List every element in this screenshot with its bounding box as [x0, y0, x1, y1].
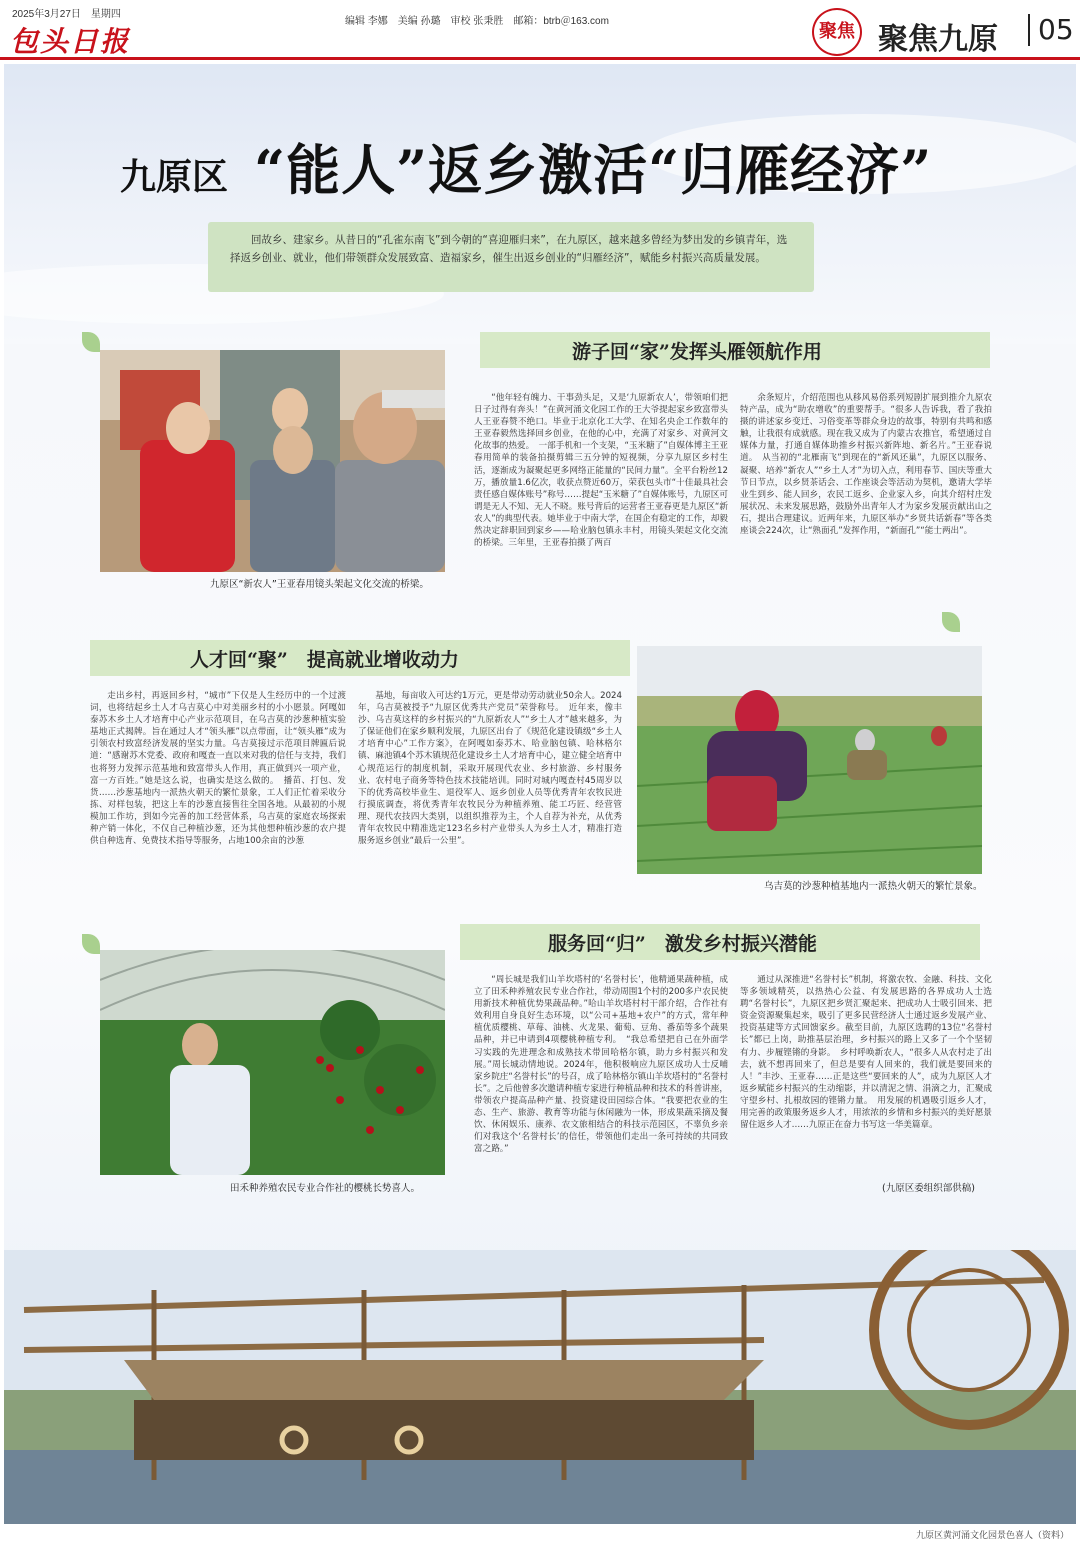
section-2-column-2: 基地，每亩收入可达约1万元，更是带动劳动就业50余人。2024年，乌吉莫被授予“九原区优秀共产党员”荣誉称号。 近年来，像丰沙、乌吉莫这样的乡村振兴的“九原新农人”“乡土人才”越来越多，为了保证他们在家乡顺利发展，九原区出台了《规范化建设镇级“乡土人才培育中心”工作方案》，在阿嘎如泰苏木、哈业脑包镇、哈林格尔镇、麻池镇4个苏木镇规范化建设乡土人才培育中心，建立健全培育中心规范运行的制度机制，采取开展现代农业、乡村旅游、乡村服务业、农村电子商务等特色技术技能培训。同时对城内嘎查村45周岁以下的优秀高校毕业生、退役军人、返乡创业人员等优秀青年农牧民进行摸底调查，将优秀青年农牧民分为种植养殖、能工巧匠、经营管理、现代农技四大类别，以组织推荐为主，个人自荐为补充，从优秀青年农牧民中精准选定123名乡村产业带头人为乡土人才，精准打造服务返乡创业“最后一公里”。	[358, 691, 622, 847]
section-2-title: 人才回“聚” 提高就业增收动力	[190, 648, 459, 671]
headline-area: 九原区	[120, 156, 229, 198]
section-1-title: 游子回“家”发挥头雁领航作用	[572, 340, 822, 363]
section-3-title: 服务回“归” 激发乡村振兴潜能	[548, 932, 817, 955]
photo-2-caption: 乌吉莫的沙葱种植基地内一派热火朝天的繁忙景象。	[764, 881, 983, 892]
photo-scallion-field	[637, 646, 982, 874]
masthead	[0, 0, 1080, 60]
section-2-column-1: 走出乡村，再返回乡村，“城市”下仅是人生经历中的一个过渡词，也将结起乡土人才乌吉莫心中对美丽乡村的小小愿景。阿嘎如泰苏木乡土人才培育中心产业示范项目，在乌吉莫的沙葱种植实验基地正式揭牌。旨在通过人才“领头雁”以点带面，让“领头雁”成为引领农村致富经济发展的坚实力量。乌吉莫接过示范项目牌匾后说道：“感谢苏木党委、政府和嘎查一直以来对我的信任与支持，我们也将努力发挥示范基地和致富带头人作用，真正做到兴一项产业，富一方百姓。”她是这么说，也确实是这么做的。 播苗、打包、发货……沙葱基地内一派热火朝天的繁忙景象，工人们正忙着采收分拣、对样包装，把这上车的沙葱直接售往全国各地。从最初的小规模加工作坊，到如今完善的加工经营体系，乌吉莫的家庭农场探索种产销一体化，不仅自己种植沙葱，还为其他想种植沙葱的农户提供自种选育、免费技术指导等服务，占地100余亩的沙葱	[90, 691, 346, 847]
editor-credits: 编辑 李娜 美编 孙璐 审校 张秉胜 邮箱：btrb＠163.com	[345, 16, 609, 27]
section-1-column-2: 余条短片，介绍范围也从移风易俗系列短剧扩展到推介九原农特产品，成为“助农增收”的重要帮手。“很多人告诉我，看了我拍摄的讲述家乡变迁、习俗变革等群众身边的故事，特别有共鸣和感触，让我很有成就感。现在我又成为了内蒙古农推官，希望通过自媒体力量，打通自媒体助推乡村振兴新阵地、新名片。”王亚春说道。 从当初的“北雁南飞”到现在的“新风还巢”，九原区以服务、凝聚、培养“新农人”“乡土人才”为切入点，利用春节、国庆等重大节日节点，以乡贤茶话会、工作座谈会等活动为契机，邀请大学毕业生到乡、能人回乡，农民工返乡、企业家入乡，向其介绍村庄发展状况、未来发展思路，鼓励外出青年人才为家乡发展贡献出山之石，提出合理建议。近两年来，九原区举办“乡贤共话新春”等各类座谈会224次，让“熟面孔”发挥作用，“新面孔”“能士两出”。	[740, 393, 992, 537]
photo-waterwheel-bridge	[4, 1250, 1076, 1524]
page-number: 05	[1028, 14, 1074, 46]
section-3-title-bar	[460, 924, 980, 960]
section-1-column-1: “他年轻有魄力、干事劲头足，又是‘九原新农人’，带领咱们把日子过得有奔头！”在黄河涌文化园工作的王大爷提起家乡致富带头人王亚春赞不绝口。毕业于北京化工大学、在知名央企工作数年的王亚春毅然选择回乡创业，在他的心中，充满了对家乡、对黄河文化故事的热爱。 一部手机和一个支架，“玉米糖了”自媒体博主王亚春用简单的装备拍摄剪辑三五分钟的短视频，分享九原区乡村生活，逐渐成为凝聚起更多网络正能量的“民间力量”。全平台粉丝12万，播放量1.6亿次，收获点赞近60万，荣获包头市“十佳最具社会责任感自媒体账号”称号……提起“玉米糖了”自媒体账号，九原区可谓是无人不知、无人不晓。账号背后的运营者王亚春更是九原区“新农人”的典型代表。她毕业于中南大学，在国企有稳定的工作，却毅然决定辞职回到家乡——哈业脑包镇永丰村，用镜头架起文化交流的桥梁。三年里，王亚春拍摄了两百	[474, 393, 728, 549]
photo-cherry-greenhouse-image	[100, 950, 445, 1175]
section-1-title-bar	[480, 332, 990, 368]
issue-date: 2025年3月27日 星期四	[12, 9, 121, 20]
headline-title: “能人”返乡激活“归雁经济”	[254, 138, 933, 202]
newspaper-logo: 包头日报	[10, 25, 131, 58]
main-headline	[120, 128, 970, 200]
bottom-photo-credit: 九原区黄河涌文化园景色喜人（资料）	[916, 1531, 1070, 1541]
photo-waterwheel-bridge-image	[4, 1250, 1076, 1524]
intro-paragraph: 回故乡、建家乡。从昔日的“孔雀东南飞”到今朝的“喜迎雁归来”，在九原区，越来越多曾经为梦出发的乡镇青年，选择返乡创业、就业，他们带领群众发展致富、造福家乡，催生出返乡创业的“归雁经济”，赋能乡村振兴高质量发展。	[208, 222, 814, 292]
photo-scallion-field-image	[637, 646, 982, 874]
photo-new-farmer-image	[100, 350, 445, 572]
photo-1-caption: 九原区“新农人”王亚春用镜头架起文化交流的桥梁。	[210, 579, 429, 590]
section-3-column-2: 通过从深推进“名誉村长”机制，将激农牧、金融、科技、文化等多领域精英，以热热心公益、有发展思路的各界成功人士选聘“名誉村长”，九原区把乡贤汇聚起来、把成功人士吸引回来、把资金资源聚集起来，吸引了更多民营经济人士通过返乡发展产业、投资基建等方式回馈家乡。截至目前，九原区选聘的13位“名誉村长”都已上岗，助推基层治理，乡村振兴的路上又多了一个个坚韧有力、步履铿锵的身影。 乡村呼唤新农人，“很多人从农村走了出去，就不想再回来了，但总是要有人回来的，我们就是要回来的人！”丰沙、王亚春……正是这些“要回来的人”，成为九原区人才返乡赋能乡村振兴的生动缩影，并以清泥之情、涓滴之力，汇聚成守望乡村、扎根故园的铿锵力量。 用发展的机遇吸引返乡人才，用完善的政策服务返乡人才，用浓浓的乡情和乡村振兴的美好愿景留住返乡人才……九原正在奋力书写这一华美篇章。	[740, 975, 992, 1131]
section-name: 聚焦九原	[878, 22, 998, 57]
article-byline: (九原区委组织部供稿)	[882, 1183, 975, 1194]
section-3-column-1: “周长城是我们山羊坎塔村的‘名誉村长’，他精通果蔬种植，成立了田禾种养殖农民专业合作社，带动周围1个村的200多户农民使用新技术种植优势果蔬品种。”哈山羊坎塔村村干部介绍，合作社有效利用自身良好生态环境，以“公司+基地+农户”的方式，常年种植优质樱桃、草莓、油桃、火龙果、葡萄、豆角、番茄等多个蔬果品种，并已申请到4项樱桃种植专利。 “我总希望把自己在外面学习实践的先进理念和成熟技术带回哈格尔镇，助力乡村振兴和发展。”周长城动情地说。2024年，他积极响应九原区成功人士反哺家乡院庄“名誉村长”的号召，成了哈林格尔镇山羊坎塔村的“名誉村长”。之后他曾多次邀请种植专家进行种植品种和技术的科普讲座，带领农户提高品种产量、投资建设田园综合体。“我要把农业的生态、生产、旅游、教育等功能与休闲融为一体，形成果蔬采摘及餐饮、休闲娱乐、康养、农文旅相结合的科技示范园区，不辜负乡亲们对我这个‘名誉村长’的信任，带领他们走出一条可持续的共同致富之路。”	[474, 975, 728, 1155]
section-seal-icon: 聚焦	[812, 8, 862, 56]
photo-3-caption: 田禾种养殖农民专业合作社的樱桃长势喜人。	[230, 1183, 421, 1194]
photo-cherry-greenhouse	[100, 950, 445, 1175]
photo-new-farmer	[100, 350, 445, 572]
section-2-title-bar	[90, 640, 630, 676]
